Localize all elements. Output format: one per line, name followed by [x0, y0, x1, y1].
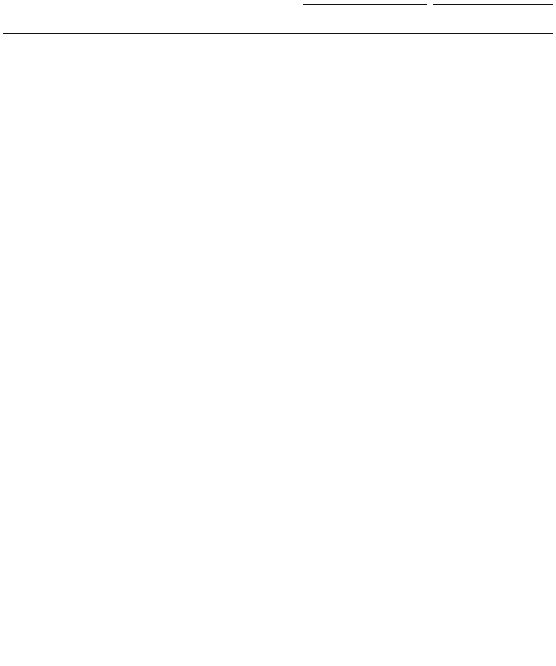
header-rule: [3, 33, 553, 34]
existing-estimates-heading: [303, 4, 427, 5]
staff-estimates-heading: [433, 4, 553, 5]
table-header: [3, 2, 553, 36]
